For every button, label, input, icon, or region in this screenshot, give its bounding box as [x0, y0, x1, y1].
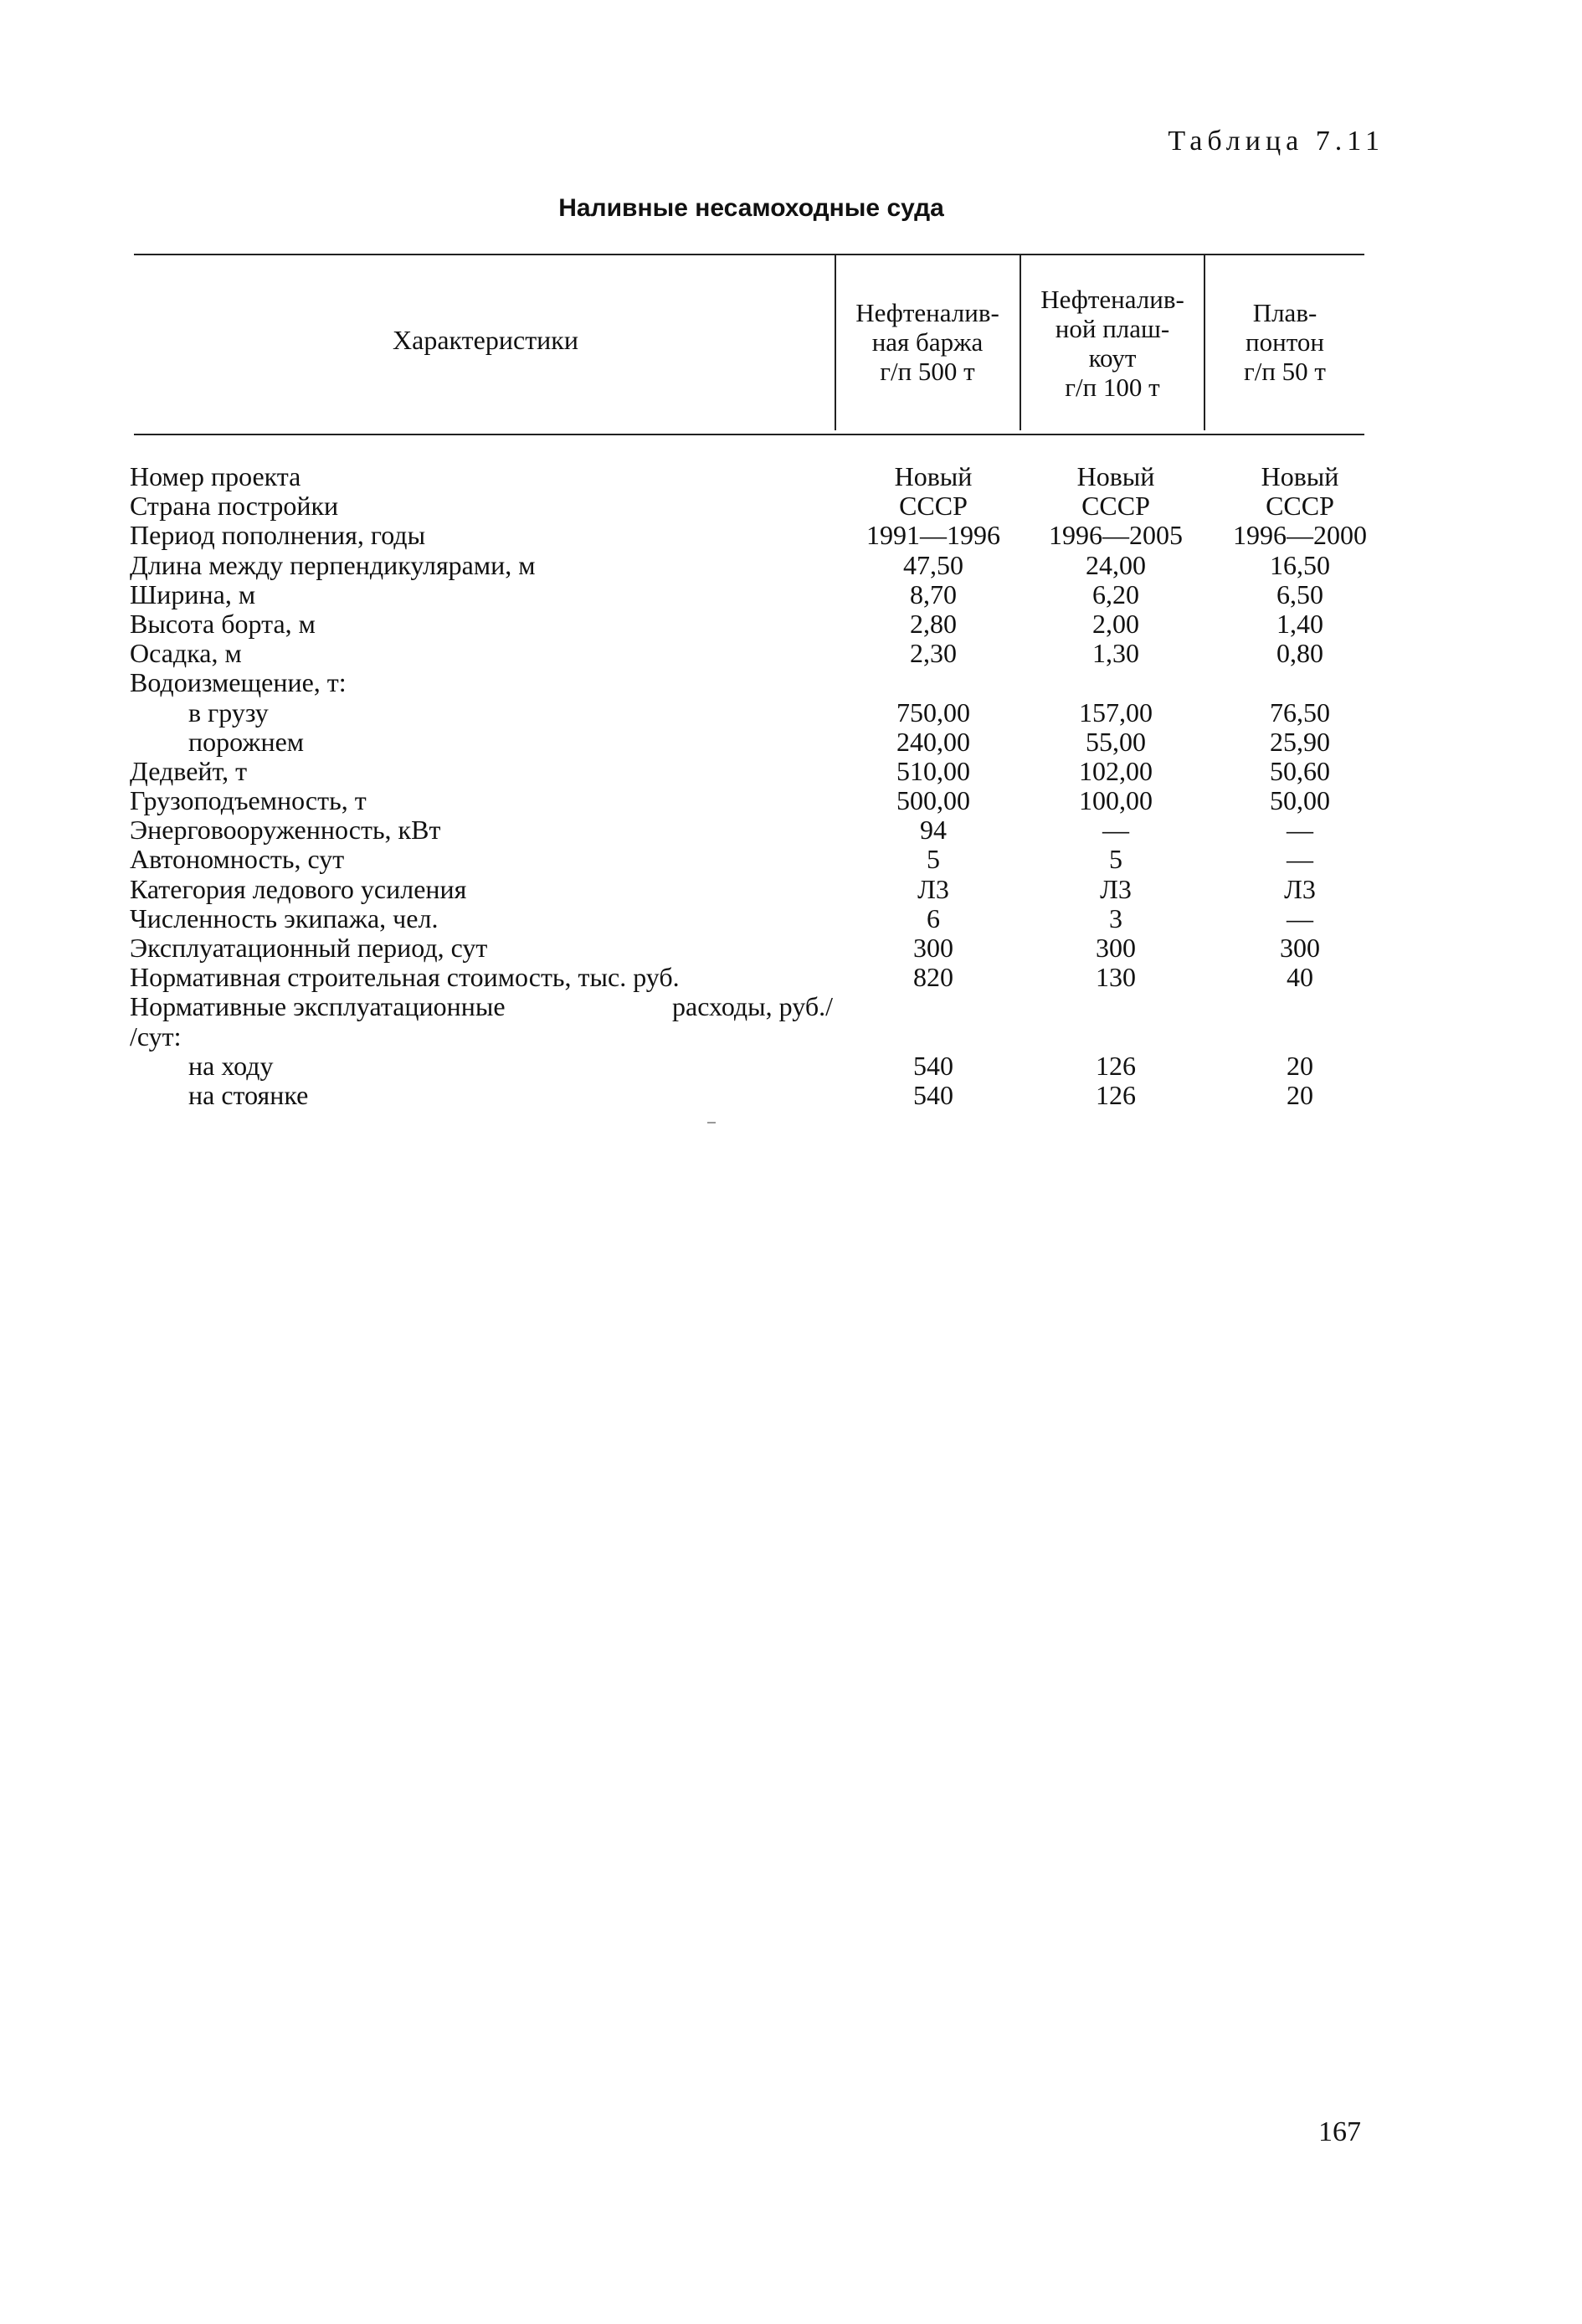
row-label: [130, 992, 833, 1021]
cell-pontoon: 50,60: [1270, 755, 1330, 786]
row-label: в грузу: [188, 697, 269, 728]
cell-kout: СССР: [1081, 491, 1150, 522]
cell-barge: СССР: [899, 491, 968, 522]
cell-kout: 157,00: [1079, 697, 1153, 728]
stray-mark: [707, 1122, 716, 1123]
table-row: [130, 786, 1369, 815]
table-row: [130, 639, 1369, 668]
row-label: Осадка, м: [130, 638, 242, 669]
cell-barge: 5: [927, 844, 940, 875]
cell-kout: 2,00: [1092, 608, 1139, 639]
cell-barge: 540: [913, 1050, 953, 1081]
cell-kout: 126: [1096, 1050, 1136, 1081]
cell-kout: 300: [1096, 933, 1136, 963]
table-row: [130, 668, 1369, 697]
table-row: [130, 1081, 1369, 1110]
cell-pontoon: 25,90: [1270, 726, 1330, 757]
header-characteristics: Характеристики: [393, 325, 578, 355]
cell-pontoon: Л3: [1284, 873, 1316, 904]
header-col-barge: Нефтеналив- ная баржа г/п 500 т: [855, 298, 999, 386]
cell-kout: Л3: [1100, 873, 1132, 904]
cell-kout: 102,00: [1079, 755, 1153, 786]
cell-pontoon: 0,80: [1276, 638, 1323, 669]
cell-kout: —: [1102, 815, 1129, 846]
table-row: [130, 757, 1369, 786]
cell-barge: 240,00: [896, 726, 970, 757]
table-top-rule: [134, 254, 1364, 255]
row-label: на ходу: [188, 1050, 274, 1081]
row-label: Номер проекта: [130, 461, 301, 491]
table-row: [130, 1051, 1369, 1081]
cell-kout: 1,30: [1092, 638, 1139, 669]
row-label: Грузоподъемность, т: [130, 785, 367, 816]
cell-barge: 2,30: [910, 638, 957, 669]
cell-kout: 100,00: [1079, 785, 1153, 816]
row-label: Период пополнения, годы: [130, 520, 426, 551]
table-row: [130, 698, 1369, 728]
row-label: Эксплуатационный период, сут: [130, 933, 488, 963]
row-label-part: Нормативные эксплуатационные: [130, 991, 506, 1022]
row-label: Дедвейт, т: [130, 755, 248, 786]
cell-pontoon: —: [1287, 815, 1313, 846]
cell-kout: 55,00: [1086, 726, 1146, 757]
table-caption: Таблица 7.11: [1168, 126, 1384, 157]
table-title: Наливные несамоходные суда: [558, 194, 944, 222]
row-label: Водоизмещение, т:: [130, 667, 347, 698]
cell-pontoon: 20: [1287, 1050, 1313, 1081]
header-col-pontoon: Плав- понтон г/п 50 т: [1244, 298, 1326, 386]
row-label: Категория ледового усиления: [130, 873, 467, 904]
cell-kout: 130: [1096, 962, 1136, 993]
cell-pontoon: 1996—2000: [1233, 520, 1367, 551]
row-label: Ширина, м: [130, 578, 256, 609]
cell-barge: 750,00: [896, 697, 970, 728]
cell-barge: Новый: [894, 461, 973, 491]
cell-barge: 820: [913, 962, 953, 993]
row-label: на стоянке: [188, 1079, 309, 1110]
cell-pontoon: 76,50: [1270, 697, 1330, 728]
cell-barge: 2,80: [910, 608, 957, 639]
header-col-kout: Нефтеналив- ной плаш- коут г/п 100 т: [1040, 285, 1184, 402]
cell-pontoon: 20: [1287, 1079, 1313, 1110]
table-row: [130, 845, 1369, 874]
row-label: Высота борта, м: [130, 608, 316, 639]
table-row: [130, 609, 1369, 639]
page-number: 167: [1318, 2116, 1361, 2147]
row-label: Длина между перпендикулярами, м: [130, 549, 536, 580]
table-header-rule: [134, 434, 1364, 435]
cell-pontoon: 40: [1287, 962, 1313, 993]
row-label: Энерговооруженность, кВт: [130, 815, 441, 846]
cell-barge: 540: [913, 1079, 953, 1110]
cell-barge: 300: [913, 933, 953, 963]
row-label: Страна постройки: [130, 491, 339, 522]
row-label-part: расходы, руб./: [672, 991, 833, 1022]
cell-kout: 24,00: [1086, 549, 1146, 580]
table-row: [130, 875, 1369, 904]
table-row: [130, 462, 1369, 491]
table-row: [130, 580, 1369, 609]
cell-kout: 5: [1109, 844, 1122, 875]
cell-kout: 6,20: [1092, 578, 1139, 609]
cell-pontoon: 1,40: [1276, 608, 1323, 639]
table-row: [130, 551, 1369, 580]
cell-kout: 1996—2005: [1049, 520, 1183, 551]
cell-barge: 8,70: [910, 578, 957, 609]
table-row: [130, 904, 1369, 933]
table-row: [130, 728, 1369, 757]
cell-pontoon: 16,50: [1270, 549, 1330, 580]
table-row: [130, 1022, 1369, 1051]
cell-barge: 1991—1996: [866, 520, 1000, 551]
table-row: [130, 491, 1369, 521]
row-label: /сут:: [130, 1021, 182, 1051]
cell-barge: 510,00: [896, 755, 970, 786]
table-row: [130, 963, 1369, 992]
cell-barge: 94: [920, 815, 947, 846]
table-row: [130, 992, 1369, 1021]
cell-pontoon: 300: [1280, 933, 1320, 963]
row-label: Автономность, сут: [130, 844, 345, 875]
row-label: Нормативная строительная стоимость, тыс. руб.: [130, 962, 680, 993]
cell-pontoon: 6,50: [1276, 578, 1323, 609]
cell-kout: Новый: [1076, 461, 1155, 491]
table-row: [130, 933, 1369, 963]
cell-pontoon: СССР: [1266, 491, 1334, 522]
cell-kout: 126: [1096, 1079, 1136, 1110]
cell-pontoon: —: [1287, 844, 1313, 875]
table-row: [130, 521, 1369, 550]
cell-pontoon: Новый: [1261, 461, 1339, 491]
cell-barge: 6: [927, 902, 940, 933]
cell-pontoon: 50,00: [1270, 785, 1330, 816]
row-label: порожнем: [188, 726, 305, 757]
cell-barge: Л3: [917, 873, 949, 904]
cell-pontoon: —: [1287, 902, 1313, 933]
row-label: Численность экипажа, чел.: [130, 902, 439, 933]
table-body: [130, 462, 1369, 1110]
cell-barge: 47,50: [903, 549, 963, 580]
cell-kout: 3: [1109, 902, 1122, 933]
cell-barge: 500,00: [896, 785, 970, 816]
table-row: [130, 815, 1369, 845]
